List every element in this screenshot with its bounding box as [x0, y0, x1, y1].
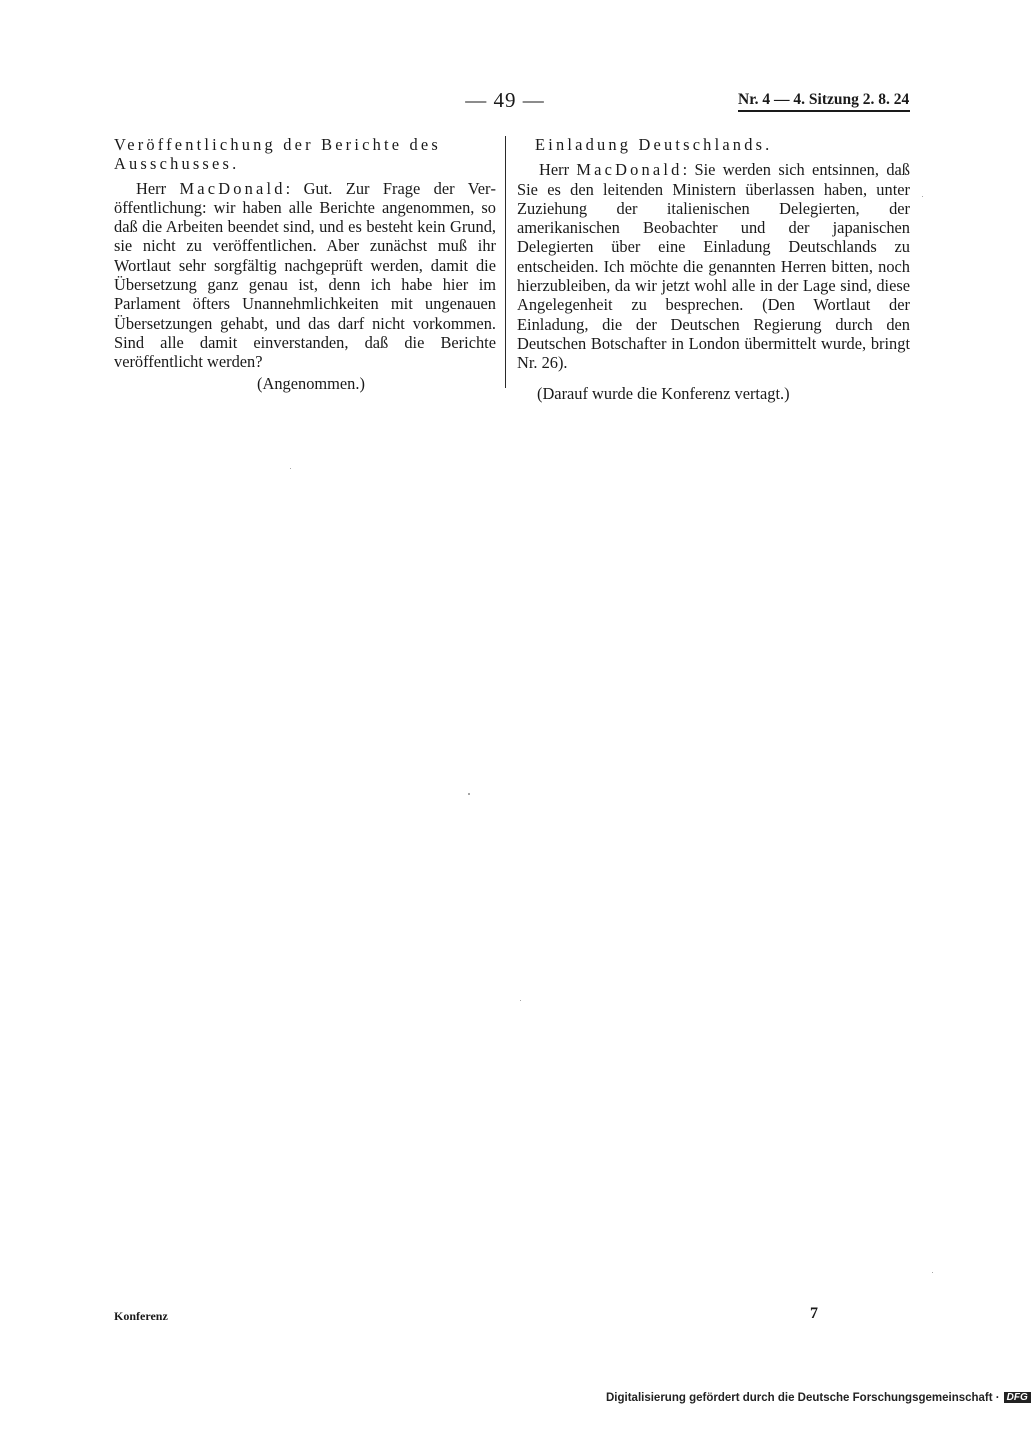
- section-heading-left: Veröffentlichung der Berichte des Ausschusses.: [114, 135, 441, 174]
- speaker-name-left: MacDonald: [179, 178, 286, 198]
- footer-signature-label: Konferenz: [114, 1309, 168, 1323]
- scan-speck: [922, 196, 923, 197]
- speech-paragraph-right: [517, 160, 910, 372]
- speaker-name-right: MacDonald: [576, 160, 683, 180]
- section-heading-right: Einladung Deutschlands.: [535, 135, 773, 154]
- scan-speck: [932, 1272, 933, 1273]
- stage-note-left: (Angenommen.): [257, 373, 365, 393]
- digitization-credit: [606, 1392, 1031, 1404]
- session-header: Nr. 4 — 4. Sitzung 2. 8. 24: [738, 91, 910, 112]
- credit-text: Digitalisierung gefördert durch die Deutsche Forschungsgemeinschaft ·: [606, 1392, 1000, 1404]
- stage-note-right: (Darauf wurde die Konferenz vertagt.): [537, 383, 790, 403]
- scan-speck: [468, 793, 470, 795]
- scan-speck: [520, 1000, 521, 1001]
- dfg-logo: DFG: [1004, 1392, 1031, 1403]
- column-left: [114, 135, 496, 393]
- page-number: — 49 —: [465, 88, 545, 112]
- column-divider: [505, 136, 506, 388]
- column-right: [517, 135, 910, 403]
- speech-intro-right: Herr: [539, 160, 577, 180]
- speech-intro-left: Herr: [136, 178, 180, 198]
- speech-text-right: : Sie werden sich entsinnen, daß Sie es den leitenden Ministern überlassen haben, unter Zuziehung der italienischen Delegierten, der amerikanischen Beobachter und der japanischen Delegierten über eine Einladung Deutschlands zu entscheiden. Ich möchte die genannten Herren bitten, noch hierzubleiben, da wir jetzt wohl alle in der Lage sind, diese Angelegenheit zu besprechen. (Den Wortlaut der Einladung, die der Deutschen Regierung durch den Deutschen Botschafter in London übermittelt wurde, bringt Nr. 26).: [517, 160, 910, 373]
- scan-speck: [290, 468, 291, 469]
- footer-signature-number: 7: [810, 1305, 818, 1322]
- speech-text-left: : Gut. Zur Frage der Veröffentlichung: wir haben alle Berichte angenommen, so daß die Arbeiten beendet sind, und es besteht kein Grund, sie nicht zu veröffentlichen. Aber zunächst muß ihr Wortlaut sehr sorgfältig nachgeprüft werden, damit die Übersetzung ganz genau ist, denn ich habe hier im Parlament öfters Unannehmlichkeiten mit ungenauen Übersetzungen gehabt, und das darf nicht vorkommen. Sind alle damit einverstanden, daß die Berichte veröffentlicht werden?: [114, 178, 496, 372]
- speech-paragraph-left: [114, 179, 496, 372]
